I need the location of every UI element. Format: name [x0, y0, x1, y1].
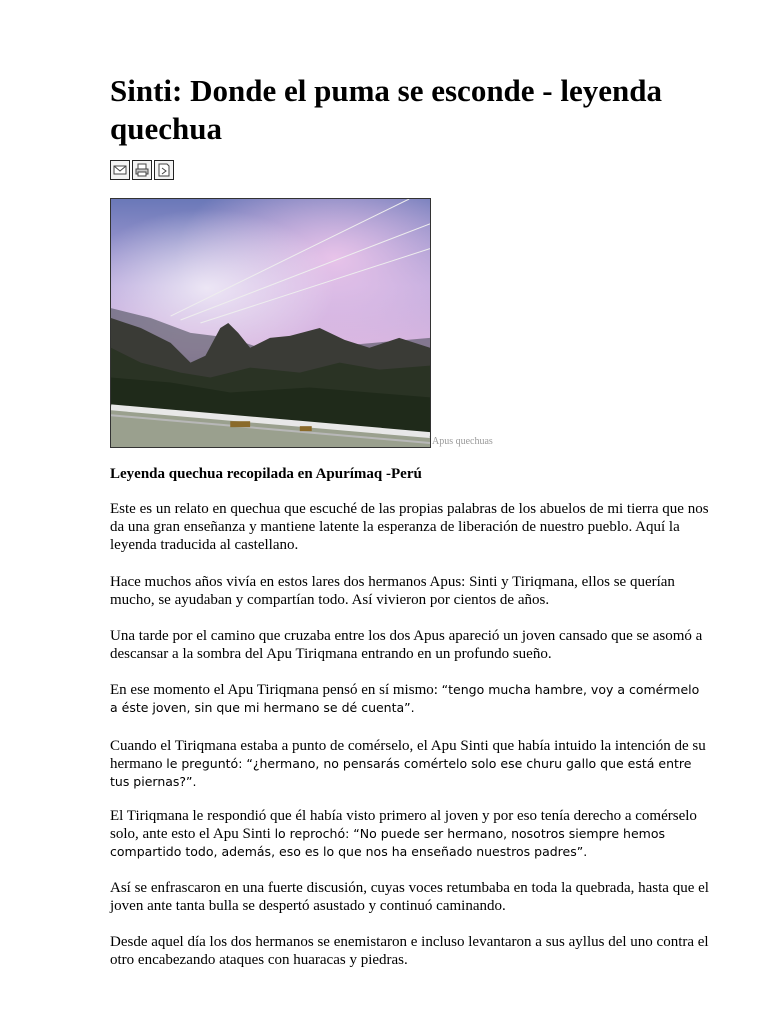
paragraph-5-quote: le preguntó: “¿hermano, no pensarás comértelo solo ese churu gallo que está entre tus piernas?”.: [110, 756, 692, 789]
email-button[interactable]: [110, 160, 130, 180]
paragraph-8: Desde aquel día los dos hermanos se enemistaron e incluso levantaron a sus ayllus del uno contra el otro encabezando ataques con huaracas y piedras.: [110, 934, 709, 968]
paragraph-5-lead: Cuando el Tiriqmana estaba a punto de comérselo, el Apu Sinti que había intuido la intención de su hermano: [110, 738, 706, 772]
pdf-button[interactable]: [154, 160, 174, 180]
paragraph-4-lead: En ese momento el Apu Tiriqmana pensó en sí mismo:: [110, 682, 442, 698]
paragraph-2: Hace muchos años vivía en estos lares dos hermanos Apus: Sinti y Tiriqmana, ellos se querían mucho, se ayudaban y compartían todo. Así vivieron por cientos de años.: [110, 574, 675, 608]
paragraph-3: Una tarde por el camino que cruzaba entre los dos Apus apareció un joven cansado que se asomó a descansar a la sombra del Apu Tiriqmana entrando en un profundo sueño.: [110, 628, 703, 662]
email-icon: [112, 162, 128, 178]
article-photo: [110, 198, 431, 448]
print-button[interactable]: [132, 160, 152, 180]
paragraph-4-quote: “tengo mucha hambre, voy a comérmelo a éste joven, sin que mi hermano se dé cuenta”.: [110, 682, 700, 715]
paragraph-1: Este es un relato en quechua que escuché de las propias palabras de los abuelos de mi tierra que nos da una gran enseñanza y mantiene latente la esperanza de liberación de nuestro pueblo. Aquí la leyenda traducida al castellano.: [110, 501, 709, 553]
page-title: Sinti: Donde el puma se esconde - leyenda quechua: [110, 73, 662, 146]
pdf-icon: [156, 162, 172, 178]
paragraph-4: [110, 681, 710, 717]
paragraph-6-quote: lo reprochó: “No puede ser hermano, nosotros siempre hemos compartido todo, además, eso es lo que nos ha enseñado nuestros padres”.: [110, 826, 665, 859]
article-subtitle: Leyenda quechua recopilada en Apurímaq -Perú: [110, 466, 422, 482]
paragraph-6-lead: El Tiriqmana le respondió que él había visto primero al joven y por eso tenía derecho a comérselo solo, ante esto el Apu Sinti: [110, 808, 697, 842]
paragraph-6: [110, 807, 710, 861]
print-icon: [134, 162, 150, 178]
image-caption: Apus quechuas: [432, 436, 493, 447]
article-toolbar: [110, 160, 174, 182]
paragraph-7: Así se enfrascaron en una fuerte discusión, cuyas voces retumbaba en toda la quebrada, hasta que el joven ante tanta bulla se despertó asustado y continuó caminando.: [110, 880, 709, 914]
paragraph-5: [110, 737, 710, 791]
